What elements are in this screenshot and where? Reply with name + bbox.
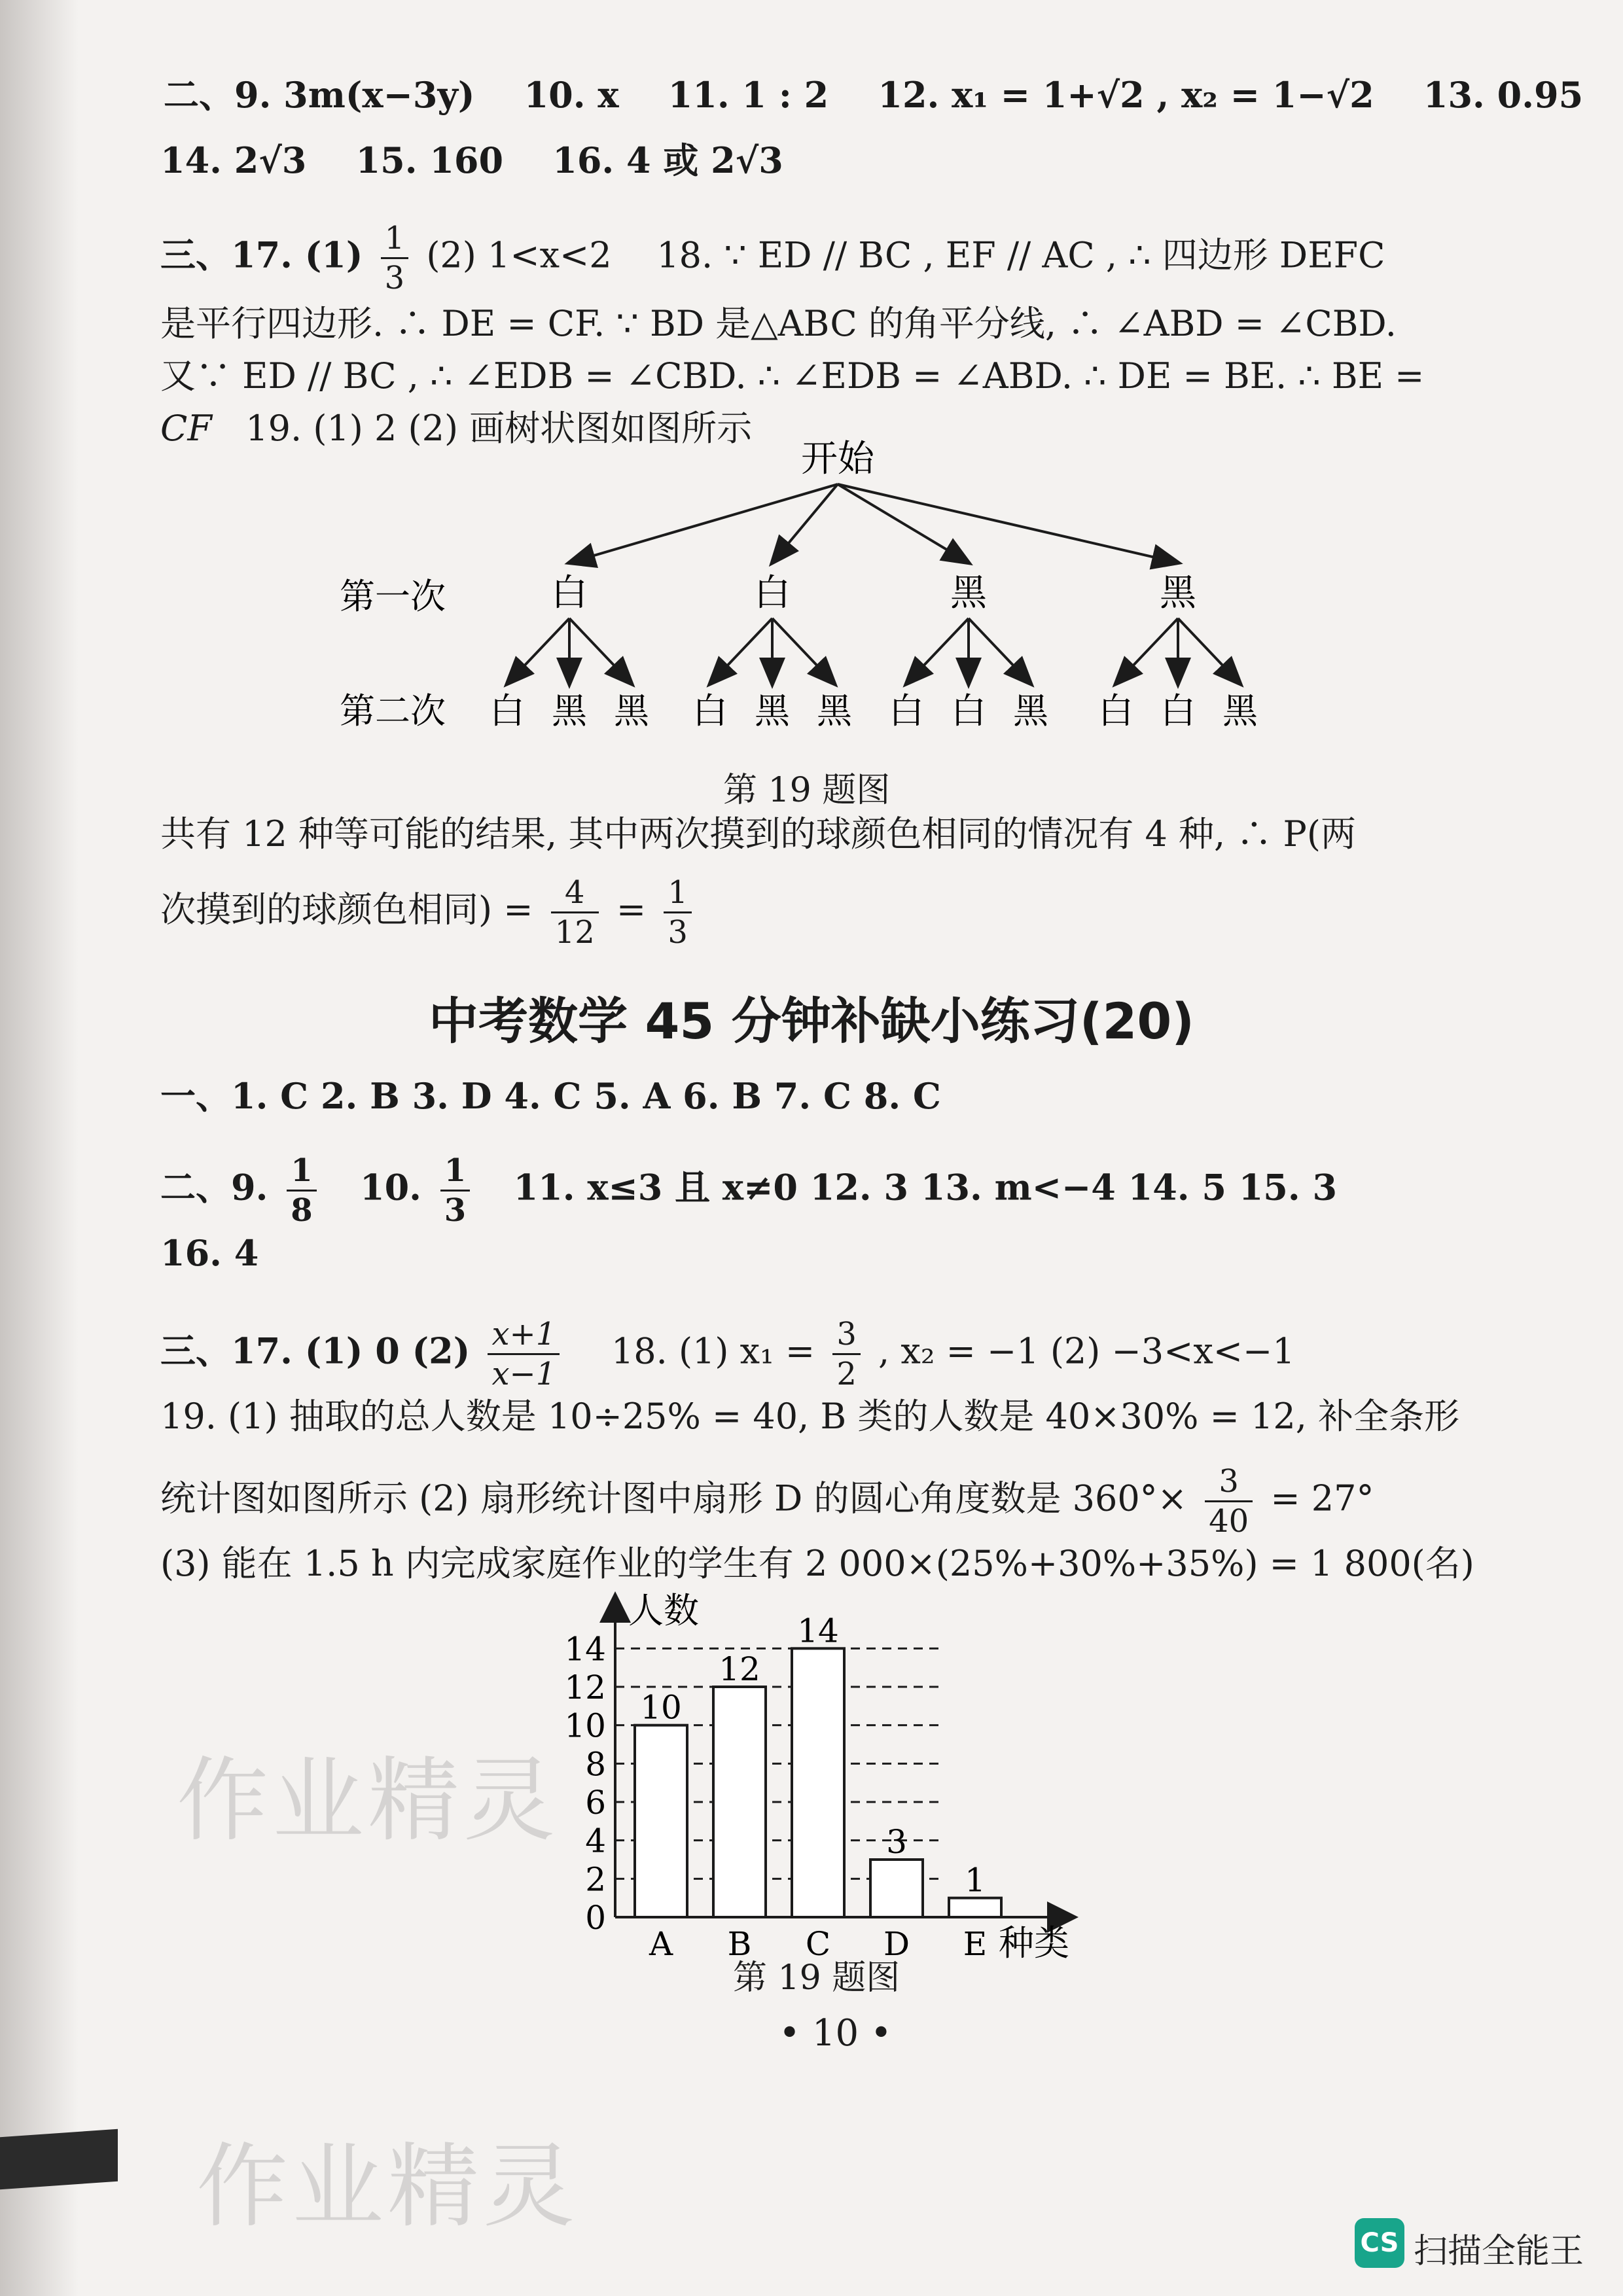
tree-node-second: 黑 (755, 690, 790, 732)
tree-node-second: 白 (490, 690, 525, 732)
tree-node-second: 黑 (552, 690, 587, 732)
tree-node-second: 白 (692, 690, 728, 732)
conclusion-line2: 次摸到的球颜色相同) = $\frac{4}{12}$ = $\frac{1}{3}$ (160, 874, 698, 951)
data-label-C: 14 (797, 1612, 839, 1650)
section-title: 中考数学 45 分钟补缺小练习(20) (429, 992, 1194, 1050)
prev-q18-q19: CF 19. (1) 2 (2) 画树状图如图所示 (160, 408, 753, 449)
bar-D (870, 1860, 923, 1917)
y-tick-label: 14 (564, 1630, 606, 1669)
bar-B (713, 1687, 766, 1917)
scan-shadow (0, 0, 79, 2296)
tree-row2-label: 第二次 (340, 690, 446, 732)
bar-chart (510, 1583, 1099, 1989)
scanner-logo-icon: CS (1355, 2218, 1404, 2268)
tree-edge (1116, 618, 1178, 684)
data-label-D: 3 (886, 1823, 907, 1861)
prev-sec2-line2: 14. 2√3 15. 160 16. 4 或 2√3 (160, 139, 783, 181)
tree-node-second: 黑 (1222, 690, 1258, 732)
fraction: $\frac{3}{40}$ (1205, 1462, 1253, 1540)
tree-node-second: 白 (1098, 690, 1133, 732)
tree-node-first-3: 黑 (950, 572, 987, 614)
category-label-E: E (963, 1925, 988, 1963)
scanner-name: 扫描全能王 (1414, 2232, 1584, 2271)
y-tick-label: 0 (585, 1899, 606, 1937)
y-axis-label: 人数 (628, 1590, 699, 1631)
tree-edge (710, 618, 772, 684)
y-tick-label: 4 (585, 1822, 606, 1860)
category-label-D: D (883, 1925, 910, 1963)
tree-node-second: 白 (951, 690, 986, 732)
tree-edge (569, 618, 632, 684)
y-tick-label: 6 (585, 1784, 606, 1822)
tree-node-second: 黑 (1013, 690, 1048, 732)
bar-E (949, 1898, 1001, 1917)
tree-edge (1178, 618, 1240, 684)
tree-start: 开始 (801, 438, 874, 480)
fraction: $\frac{4}{12}$ (551, 874, 599, 951)
tree-diagram (0, 432, 1623, 798)
fraction: $\frac{1}{3}$ (664, 874, 692, 951)
tree-node-second: 白 (1160, 690, 1196, 732)
tree-node-first-4: 黑 (1160, 572, 1196, 614)
data-label-B: 12 (719, 1650, 760, 1688)
tree-node-first-1: 白 (551, 572, 588, 614)
prev-q18-line3: 又∵ ED // BC , ∴ ∠EDB = ∠CBD. ∴ ∠EDB = ∠ABD. ∴ DE = BE. ∴ BE = (160, 355, 1425, 397)
prev-q18-line2: 是平行四边形. ∴ DE = CF. ∵ BD 是△ABC 的角平分线, ∴ ∠ABD = ∠CBD. (160, 303, 1397, 344)
tree-node-first-2: 白 (754, 572, 791, 614)
conclusion-line1: 共有 12 种等可能的结果, 其中两次摸到的球颜色相同的情况有 4 种, ∴ P(两 (160, 813, 1356, 855)
chart-caption: 第 19 题图 (733, 1958, 901, 1998)
sec2-q16: 16. 4 (160, 1232, 259, 1274)
fraction: $\frac{1}{3}$ (440, 1152, 470, 1229)
scan-corner (0, 2129, 118, 2190)
fraction: $\frac{x+1}{x-1}$ (488, 1315, 560, 1393)
sec2-answers: 二、9. $\frac{1}{8}$ 10. $\frac{1}{3}$ 11. x≤3 且 x≠0 12. 3 13. m<−4 14. 5 15. 3 (160, 1152, 1338, 1229)
fraction: $\frac{1}{3}$ (381, 219, 409, 297)
tree-node-second: 黑 (817, 690, 852, 732)
sec3-q19-line1: 19. (1) 抽取的总人数是 10÷25% = 40, B 类的人数是 40×30% = 12, 补全条形 (160, 1396, 1460, 1437)
page-number: • 10 • (779, 2012, 892, 2055)
category-label-C: C (805, 1925, 831, 1963)
y-tick-label: 2 (585, 1860, 606, 1899)
tree-row1-label: 第一次 (340, 576, 446, 617)
tree-nodes (490, 572, 1258, 732)
fraction: $\frac{1}{8}$ (287, 1152, 316, 1229)
y-tick-label: 12 (564, 1669, 606, 1706)
tree-caption: 第 19 题图 (723, 771, 891, 810)
tree-edge (507, 618, 569, 684)
prev-sec2-line1: 二、9. 3m(x−3y) 10. x 11. 1 : 2 12. x₁ = 1+√2 , x₂ = 1−√2 13. 0.95 (164, 74, 1584, 116)
prev-sec3-q17-q18: 三、17. (1) $\frac{1}{3}$ (2) 1<x<2 18. ∵ ED // BC , EF // AC , ∴ 四边形 DEFC (160, 220, 1385, 296)
tree-edge (906, 618, 969, 684)
sec3-q19-line3: (3) 能在 1.5 h 内完成家庭作业的学生有 2 000×(25%+30%+35%) = 1 800(名) (160, 1543, 1474, 1584)
y-tick-label: 10 (564, 1706, 606, 1745)
category-label-B: B (727, 1925, 752, 1963)
tree-node-second: 黑 (614, 690, 649, 732)
watermark-2: 作业精灵 (196, 2134, 579, 2240)
sec3-q19-line2: 统计图如图所示 (2) 扇形统计图中扇形 D 的圆心角度数是 360°× $\frac{3}{40}$ = 27° (160, 1463, 1374, 1540)
sec1-answers: 一、1. C 2. B 3. D 4. C 5. A 6. B 7. C 8. C (160, 1075, 941, 1117)
watermark-1: 作业精灵 (177, 1748, 560, 1854)
tree-node-second: 白 (889, 690, 924, 732)
y-tick-label: 8 (585, 1745, 606, 1784)
fraction: $\frac{3}{2}$ (832, 1315, 861, 1393)
tree-level1-edges (569, 484, 1178, 563)
tree-edge (772, 618, 834, 684)
x-axis-label: 种类 (999, 1922, 1069, 1964)
bar-A (635, 1725, 687, 1917)
data-label-A: 10 (640, 1688, 682, 1727)
sec3-q17-q18: 三、17. (1) 0 (2) $\frac{x+1}{x-1}$ 18. (1) x₁ = $\frac{3}{2}$ , x₂ = −1 (2) −3<x<−1 (160, 1316, 1295, 1392)
tree-edge (969, 618, 1031, 684)
data-label-E: 1 (965, 1861, 986, 1899)
category-label-A: A (649, 1925, 673, 1963)
bar-C (792, 1648, 844, 1917)
